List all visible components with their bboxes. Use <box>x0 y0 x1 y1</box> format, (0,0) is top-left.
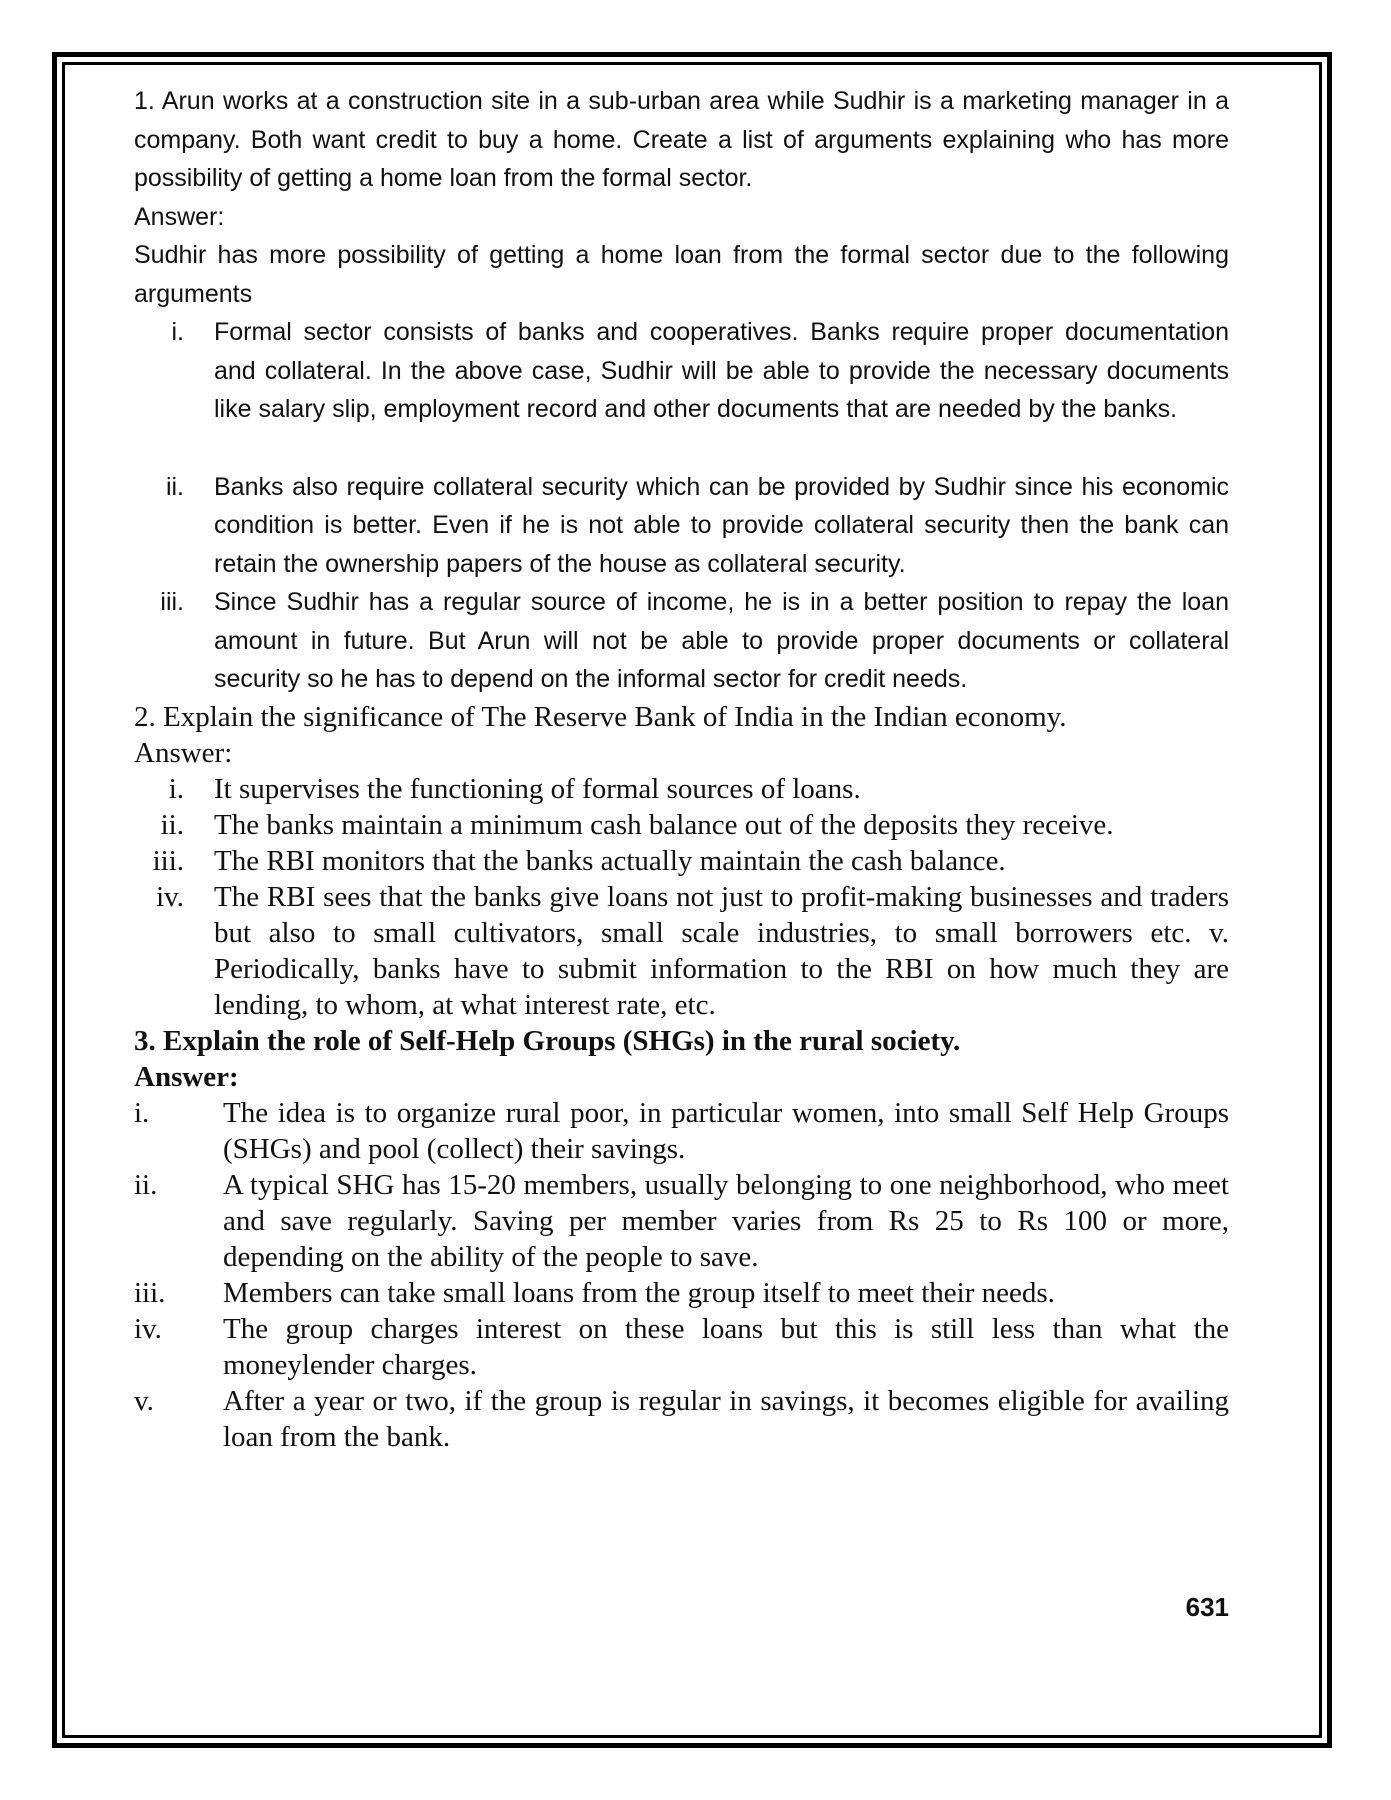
list-item <box>134 843 1229 879</box>
question-2-text: 2. Explain the significance of The Reserve Bank of India in the Indian economy. <box>134 700 1067 733</box>
question-1-text: 1. Arun works at a construction site in a sub-urban area while Sudhir is a marketing manager in a company. Both want credit to buy a home. Create a list of arguments explaining who has more possibility of getting a home loan from the formal sector. <box>134 87 1229 192</box>
list-item-text: After a year or two, if the group is regular in savings, it becomes eligible for availing loan from the bank. <box>223 1384 1229 1453</box>
spacer <box>134 429 1229 468</box>
page-number: 631 <box>1185 1592 1229 1622</box>
list-item-text: It supervises the functioning of formal sources of loans. <box>214 772 861 805</box>
list-item-text: Members can take small loans from the group itself to meet their needs. <box>223 1276 1055 1309</box>
document-body <box>134 82 1229 1455</box>
list-item <box>134 1167 1229 1275</box>
list-item-text: The banks maintain a minimum cash balance out of the deposits they receive. <box>214 808 1114 841</box>
list-item <box>134 583 1229 699</box>
list-item-number: i. <box>171 318 184 346</box>
list-item-number: ii. <box>165 472 184 501</box>
list-item-number: i. <box>134 1096 150 1129</box>
list-item <box>134 807 1229 843</box>
list-item-number: ii. <box>134 1168 158 1201</box>
list-item-text: A typical SHG has 15-20 members, usually belonging to one neighborhood, who meet and save regularly. Saving per member varies from Rs 25 to Rs 100 or more, depending on the ability of the people to save. <box>223 1168 1229 1273</box>
question-2-section <box>134 699 1229 1023</box>
question-1-answer-label: Answer: <box>134 202 225 231</box>
list-item <box>134 1311 1229 1383</box>
list-item <box>134 1383 1229 1455</box>
list-item <box>134 771 1229 807</box>
list-item-number: i. <box>168 772 184 805</box>
list-item-number: ii. <box>160 808 184 841</box>
question-1-intro: Sudhir has more possibility of getting a home loan from the formal sector due to the following arguments <box>134 241 1229 308</box>
list-item-number: iv. <box>156 880 184 913</box>
list-item-text: Since Sudhir has a regular source of income, he is in a better position to repay the loan amount in future. But Arun will not be able to provide proper documents or collateral security so he has to depend on the informal sector for credit needs. <box>214 588 1229 693</box>
list-item-text: The RBI monitors that the banks actually maintain the cash balance. <box>214 844 1006 877</box>
list-item-text: The RBI sees that the banks give loans not just to profit-making businesses and traders but also to small cultivators, small scale industries, to small borrowers etc. v. Periodically, banks have to submit information to the RBI on how much they are lending, to whom, at what interest rate, etc. <box>214 880 1229 1021</box>
list-item-number: iii. <box>134 1276 166 1309</box>
question-1-section <box>134 82 1229 699</box>
list-item-text: The idea is to organize rural poor, in particular women, into small Self Help Groups (SHGs) and pool (collect) their savings. <box>223 1096 1229 1165</box>
question-3-text: 3. Explain the role of Self-Help Groups (SHGs) in the rural society. <box>134 1024 961 1057</box>
list-item <box>134 1095 1229 1167</box>
question-2-answer-label: Answer: <box>134 736 233 769</box>
list-item-text: The group charges interest on these loans but this is still less than what the moneylender charges. <box>223 1312 1229 1381</box>
list-item <box>134 1275 1229 1311</box>
question-3-answer-label: Answer: <box>134 1060 239 1093</box>
question-3-section <box>134 1023 1229 1455</box>
list-item-text: Formal sector consists of banks and cooperatives. Banks require proper documentation and collateral. In the above case, Sudhir will be able to provide the necessary documents like salary slip, employment record and other documents that are needed by the banks. <box>214 318 1229 423</box>
list-item-text: Banks also require collateral security which can be provided by Sudhir since his economic condition is better. Even if he is not able to provide collateral security then the bank can retain the ownership papers of the house as collateral security. <box>214 472 1229 578</box>
list-item <box>134 313 1229 429</box>
list-item <box>134 468 1229 584</box>
list-item-number: iii. <box>160 588 184 616</box>
list-item-number: v. <box>134 1384 154 1417</box>
list-item <box>134 879 1229 1023</box>
list-item-number: iii. <box>152 844 184 877</box>
list-item-number: iv. <box>134 1312 162 1345</box>
